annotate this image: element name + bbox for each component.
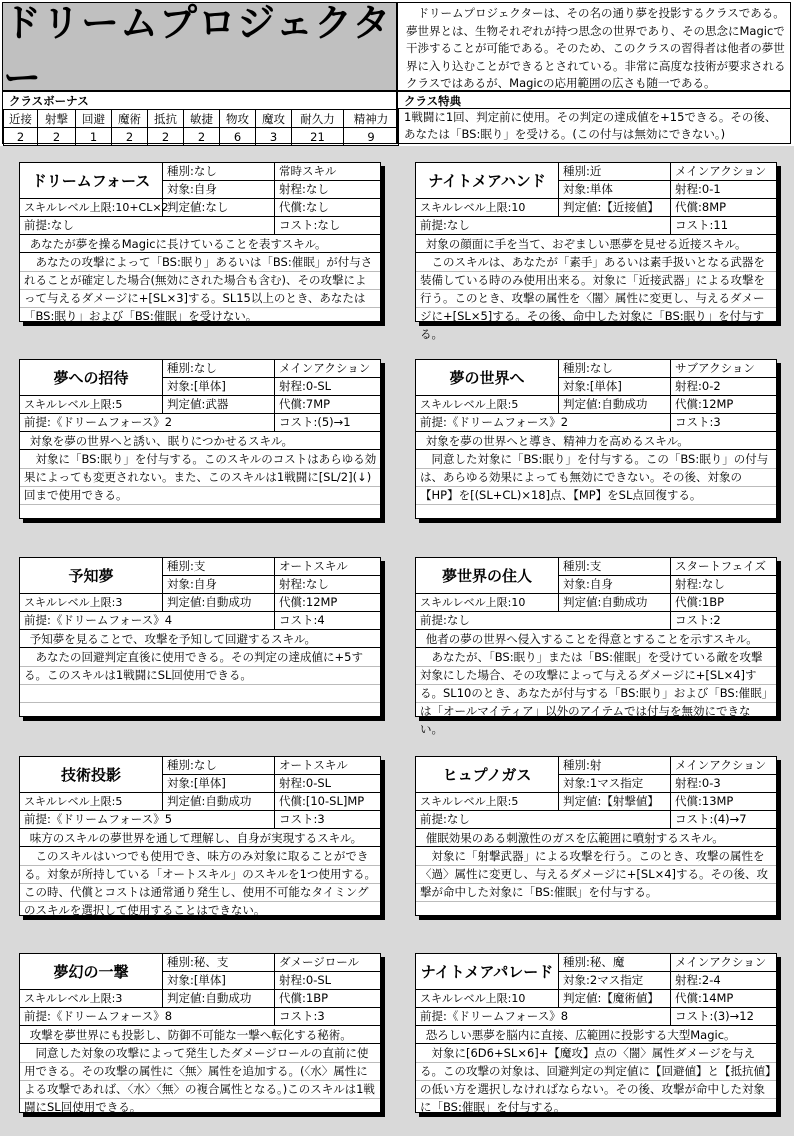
bonus-stat-label: 耐久力 [292,110,344,128]
skill-card [19,953,381,1113]
skill-level-cap: スキルレベル上限:10 [416,990,559,1008]
bonus-header-row [4,110,399,128]
skill-name: 夢幻の一撃 [20,954,163,990]
skill-summary: 味方のスキルの夢世界を通して理解し、自身が実現するスキル。 [20,829,380,847]
skill-card [19,756,381,916]
skill-level-cap: スキルレベル上限:3 [20,594,163,612]
skill-target: 対象:[単体] [163,775,275,793]
skill-summary: 催眠効果のある刺激性のガスを広範囲に噴射するスキル。 [416,829,776,847]
skill-level-cap: スキルレベル上限:5 [20,396,163,414]
skill-summary: 他者の夢の世界へ侵入することを得意とすることを示すスキル。 [416,630,776,648]
skill-range: 射程:0-3 [671,775,777,793]
skill-check: 判定値:自動成功 [163,594,275,612]
class-bonus-table [3,109,399,146]
skill-prereq: 前提:《ドリームフォース》2 [20,414,275,432]
skill-target: 対象:[単体] [559,378,671,396]
skill-check: 判定値:自動成功 [559,594,671,612]
skill-prereq: 前提:なし [416,217,671,235]
skill-timing: メインアクション [671,954,777,972]
skill-cost: コスト:なし [275,217,381,235]
skill-effect: 対象に[6D6+SL×6]+【魔攻】点の〈闇〉属性ダメージを与える。この攻撃の対象は、回避判定の判定値に【回避値】と【抵抗値】の低い方を選択しなければならない。その後、攻撃が命中した対象に「BS:催眠」を付与する。 [420,1046,771,1114]
skill-effect: 対象に「射撃武器」による攻撃を行う。このとき、攻撃の属性を〈過〉属性に変更し、与えるダメージに+[SL×4]する。その後、攻撃が命中した対象に「BS:催眠」を付与する。 [420,849,769,899]
skill-timing: サブアクション [671,360,777,378]
skill-type: 種別:秘、支 [163,954,275,972]
skill-effect: あなたが、「BS:眠り」または「BS:催眠」を受けている敵を攻撃対象にした場合、その攻撃によって与えるダメージに+[SL×4]する。SL10のとき、あなたが付与する「BS:眠り」および「BS:催眠」は「オールマイティア」以外のアイテムでは付与を無効にできない。 [420,650,768,736]
skill-effect: このスキルは、あなたが「素手」あるいは素手扱いとなる武器を装備している時のみ使用出来る。対象に「近接武器」による攻撃を行う。このとき、攻撃の属性を〈闇〉属性に変更し、与えるダメージに+[SL×5]する。その後、命中した対象に「BS:眠り」を付与する。 [420,255,765,341]
skill-name: ドリームフォース [20,163,163,199]
skill-card [415,162,777,341]
skill-cost: コスト:3 [275,1008,381,1026]
class-bonus-section [2,91,397,144]
skill-type: 種別:なし [163,163,275,181]
skill-level-cap: スキルレベル上限:10+CL×2 [20,199,163,217]
bonus-stat-value: 2 [4,128,38,146]
skill-prereq: 前提:《ドリームフォース》2 [416,414,671,432]
skill-cost-payment: 代償:1BP [671,594,777,612]
skill-timing: 常時スキル [275,163,381,181]
skill-name: 夢世界の住人 [416,558,559,594]
skill-range: 射程:0-2 [671,378,777,396]
skill-cost: コスト:(3)→12 [671,1008,777,1026]
skill-range: 射程:なし [275,576,381,594]
skill-level-cap: スキルレベル上限:5 [416,793,559,811]
class-bonus-title: クラスボーナス [9,94,89,108]
skill-prereq: 前提:《ドリームフォース》8 [416,1008,671,1026]
skill-cost: コスト:(4)→7 [671,811,777,829]
skill-card [415,359,777,519]
skill-summary: 対象を夢の世界へと導き、精神力を高めるスキル。 [416,432,776,450]
skill-cost: コスト:11 [671,217,777,235]
class-feature-text: 1戦闘に1回、判定前に使用。その判定の達成値を+15できる。その後、あなたは「BS:眠り」を受ける。(この付与は無効にできない。) [404,110,777,141]
bonus-stat-value: 2 [38,128,76,146]
class-feature-title: クラス特典 [398,92,790,109]
skill-type: 種別:近 [559,163,671,181]
skill-cost: コスト:3 [671,414,777,432]
bonus-stat-value: 6 [220,128,256,146]
skill-check: 判定値:自動成功 [163,990,275,1008]
class-feature-section [397,91,791,144]
skill-cost: コスト:4 [275,612,381,630]
skill-cost-payment: 代償:8MP [671,199,777,217]
skill-effect: 同意した対象に「BS:眠り」を付与する。この「BS:眠り」の付与は、あらゆる効果によっても無効にできない。その後、対象の【HP】を[(SL+CL)×18]点、【MP】をSL点回復する。 [420,452,769,502]
bonus-stat-label: 回避 [76,110,112,128]
skill-range: 射程:0-SL [275,775,381,793]
skill-check: 判定値:【射撃値】 [559,793,671,811]
bonus-stat-label: 魔攻 [256,110,292,128]
skill-effect: このスキルはいつでも使用でき、味方のみ対象に取ることができる。対象が所持している「オートスキル」のスキルを1つ使用する。この時、代償とコストは通常通り発生し、使用不可能なタイミングのスキルを選択して使用することはできない。 [24,849,376,917]
class-title-box [2,0,397,100]
skill-cost-payment: 代償:12MP [671,396,777,414]
skill-prereq: 前提:《ドリームフォース》4 [20,612,275,630]
skill-card [19,162,381,322]
skill-target: 対象:[単体] [163,972,275,990]
skill-target: 対象:2マス指定 [559,972,671,990]
bonus-stat-label: 物攻 [220,110,256,128]
skill-effect: 同意した対象の攻撃によって発生したダメージロールの直前に使用できる。その攻撃の属性に〈無〉属性を追加する。(〈水〉属性による攻撃であれば、〈水〉〈無〉の複合属性となる。)このスキルは1戦闘にSL回使用できる。 [24,1046,375,1114]
skill-summary: 恐ろしい悪夢を脳内に直接、広範囲に投影する大型Magic。 [416,1026,776,1044]
skill-target: 対象:自身 [163,181,275,199]
skill-name: ナイトメアハンド [416,163,559,199]
skill-summary: 攻撃を夢世界にも投影し、防御不可能な一撃へ転化する秘術。 [20,1026,380,1044]
skill-range: 射程:0-1 [671,181,777,199]
skill-effect: あなたの回避判定直後に使用できる。その判定の達成値に+5する。このスキルは1戦闘にSL回使用できる。 [24,650,363,682]
skill-range: 射程:なし [671,576,777,594]
skill-type: 種別:支 [163,558,275,576]
skill-timing: メインアクション [671,163,777,181]
skill-cost-payment: 代償:1BP [275,990,381,1008]
bonus-stat-label: 射撃 [38,110,76,128]
skill-range: 射程:なし [275,181,381,199]
bonus-stat-value: 2 [148,128,184,146]
skill-name: 夢への招待 [20,360,163,396]
skill-timing: スタートフェイズ [671,558,777,576]
skill-effect: 対象に「BS:眠り」を付与する。このスキルのコストはあらゆる効果によっても変更されない。また、このスキルは1戦闘に[SL/2](↓)回まで使用できる。 [24,452,377,502]
skill-card [415,756,777,916]
skill-level-cap: スキルレベル上限:5 [416,396,559,414]
skill-check: 判定値:自動成功 [163,793,275,811]
skill-summary: 対象の顔面に手を当て、おぞましい悪夢を見せる近接スキル。 [416,235,776,253]
skill-type: 種別:なし [559,360,671,378]
skill-type: 種別:支 [559,558,671,576]
skill-name: 夢の世界へ [416,360,559,396]
skill-target: 対象:1マス指定 [559,775,671,793]
class-description: ドリームプロジェクターは、その名の通り夢を投影するクラスである。夢世界とは、生物それぞれが持つ思念の世界であり、その思念にMagicで干渉することが可能である。そのため、このクラスの習得者は他者の夢世界に入り込むことができるとされている。非常に高度な技術が要求されるクラスではあるが、Magicの応用範囲の広さも随一である。 [397,2,791,91]
skill-timing: オートスキル [275,558,381,576]
skill-range: 射程:0-SL [275,378,381,396]
bonus-stat-label: 抵抗 [148,110,184,128]
bonus-stat-value: 21 [292,128,344,146]
bonus-stat-label: 近接 [4,110,38,128]
bonus-stat-label: 魔術 [112,110,148,128]
skill-level-cap: スキルレベル上限:10 [416,594,559,612]
skill-target: 対象:単体 [559,181,671,199]
skill-type: 種別:射 [559,757,671,775]
skill-level-cap: スキルレベル上限:10 [416,199,559,217]
skill-prereq: 前提:なし [416,811,671,829]
skill-type: 種別:なし [163,360,275,378]
skill-name: 技術投影 [20,757,163,793]
skill-prereq: 前提:《ドリームフォース》5 [20,811,275,829]
skill-timing: メインアクション [275,360,381,378]
skill-target: 対象:自身 [559,576,671,594]
skill-summary: あなたが夢を操るMagicに長けていることを表すスキル。 [20,235,380,253]
skill-card [415,557,777,736]
skill-effect: あなたの攻撃によって「BS:眠り」あるいは「BS:催眠」が付与されることが確定した場合(無効にされた場合も含む)、その攻撃によって与えるダメージに+[SL×3]する。SL15以上のとき、あなたは「BS:眠り」および「BS:催眠」を受けない。 [24,255,373,323]
bonus-stat-value: 9 [344,128,399,146]
skill-card [19,359,381,519]
skill-cost-payment: 代償:なし [275,199,381,217]
skill-cost: コスト:(5)→1 [275,414,381,432]
skill-target: 対象:[単体] [163,378,275,396]
skill-check: 判定値:【魔術値】 [559,990,671,1008]
skill-check: 判定値:なし [163,199,275,217]
skill-check: 判定値:武器 [163,396,275,414]
skill-card [19,557,381,717]
skill-timing: ダメージロール [275,954,381,972]
skill-card [415,953,777,1113]
skill-prereq: 前提:《ドリームフォース》8 [20,1008,275,1026]
skill-type: 種別:秘、魔 [559,954,671,972]
bonus-stat-value: 1 [76,128,112,146]
skill-target: 対象:自身 [163,576,275,594]
skill-timing: メインアクション [671,757,777,775]
skill-cost-payment: 代償:7MP [275,396,381,414]
skill-name: 予知夢 [20,558,163,594]
skill-name: ナイトメアパレード [416,954,559,990]
bonus-stat-value: 2 [112,128,148,146]
skill-summary: 対象を夢の世界へと誘い、眠りにつかせるスキル。 [20,432,380,450]
bonus-stat-label: 敏捷 [184,110,220,128]
class-title: ドリームプロジェクター [3,0,392,100]
skill-level-cap: スキルレベル上限:5 [20,793,163,811]
skill-level-cap: スキルレベル上限:3 [20,990,163,1008]
skill-cost: コスト:2 [671,612,777,630]
skill-range: 射程:2-4 [671,972,777,990]
bonus-stat-value: 2 [184,128,220,146]
skill-range: 射程:0-SL [275,972,381,990]
bonus-value-row [4,128,399,146]
skill-cost-payment: 代償:14MP [671,990,777,1008]
skill-type: 種別:なし [163,757,275,775]
skill-prereq: 前提:なし [20,217,275,235]
skill-summary: 予知夢を見ることで、攻撃を予知して回避するスキル。 [20,630,380,648]
skill-name: ヒュプノガス [416,757,559,793]
bonus-stat-label: 精神力 [344,110,399,128]
skill-check: 判定値:自動成功 [559,396,671,414]
bonus-stat-value: 3 [256,128,292,146]
skill-check: 判定値:【近接値】 [559,199,671,217]
skill-cost: コスト:3 [275,811,381,829]
skill-timing: オートスキル [275,757,381,775]
skill-cost-payment: 代償:12MP [275,594,381,612]
skill-cost-payment: 代償:13MP [671,793,777,811]
skill-cost-payment: 代償:[10-SL]MP [275,793,381,811]
skill-prereq: 前提:なし [416,612,671,630]
